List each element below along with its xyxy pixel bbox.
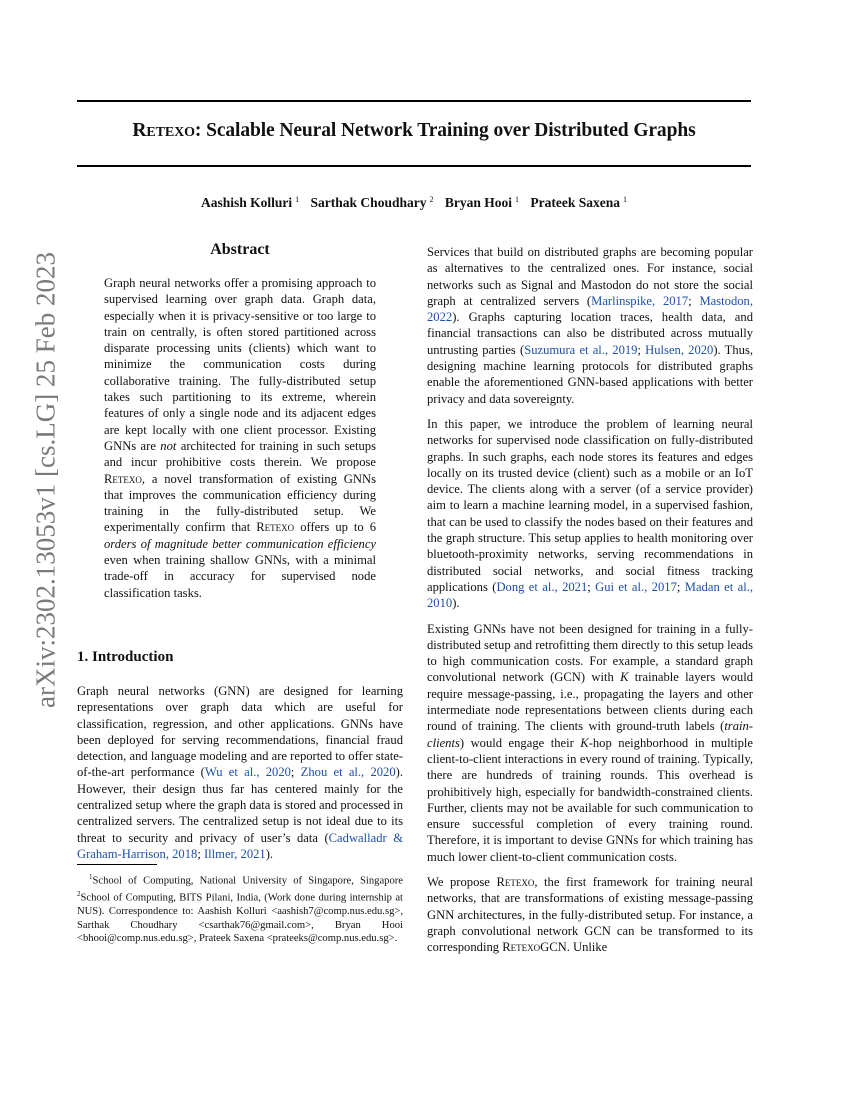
citation-link[interactable]: Zhou et al., 2020 [300, 765, 396, 780]
affiliation-footnote: $^1$School of Computing, National University of Singapore, Singapore $^2$School of Computing, BITS Pilani, India, (Work done during internship at NUS). Correspondence to: Aashish Kolluri <aashish7@comp.nus.edu.sg>, Sarthak Choudhary <csarthak76@gmail.com>, Bryan Hooi <bhooi@comp.nus.edu.sg>, Prateek Saxena <prateeks@comp.nus.edu.sg>. [77, 873, 403, 945]
author-list [77, 195, 751, 211]
citation-link[interactable]: Marlinspike, 2017 [591, 293, 689, 308]
abstract-body: Graph neural networks offer a promising approach to supervised learning over graph data. Graph data, especially when it is privacy-sensitive or too large to train on centrally, is often stored partitioned across disparate processing units (clients) which want to minimize the communication costs during collaborative training. The fully-distributed setup takes such partitioning to its extreme, wherein features of only a single node and its adjacent edges are kept locally with one client processor. Existing GNNs are not architected for training in such setups and incur prohibitive costs therein. We propose Retexo, a novel transformation of existing GNNs that improves the communication efficiency during training in the fully-distributed setup. We experimentally confirm that Retexo offers up to 6 orders of magnitude better communication efficiency even when training shallow GNNs, with a minimal trade-off in accuracy for supervised node classification tasks. [104, 276, 376, 600]
abstract-heading: Abstract [210, 241, 270, 258]
system-name: Retexo [496, 874, 535, 889]
emphasis: orders of magnitude better communication efficiency [104, 536, 376, 551]
intro-paragraph: Graph neural networks (GNN) are designed for learning representations over graph data which are useful for classification, regression, and other applications. GNNs have been deployed for serving recommendations, financial fraud detection, and language modeling and are reported to offer state-of-the-art performance (Wu et al., 2020; Zhou et al., 2020). However, their design thus far has centered mainly for the centralized setup where the graph data is stored and processed in centralized servers. The centralized setup is not ideal due to its threat to security and privacy of user’s data (Cadwalladr & Graham-Harrison, 2018; Illmer, 2021). [77, 684, 403, 861]
paper-title [77, 120, 751, 142]
author [201, 195, 299, 210]
emphasis: train-clients [427, 719, 753, 750]
citation-link[interactable]: Cadwalladr & Graham-Harrison, 2018 [77, 830, 403, 861]
citation-link[interactable]: Illmer, 2021 [203, 846, 266, 861]
citation-link[interactable]: Dong et al., 2021 [496, 579, 588, 594]
author-name: Bryan Hooi [444, 195, 512, 210]
author-name: Prateek Saxena [530, 195, 620, 210]
footnote-rule [77, 864, 157, 865]
citation-link[interactable]: Suzumura et al., 2019 [524, 342, 638, 357]
citation-link[interactable]: Wu et al., 2020 [204, 765, 291, 780]
author-name: Sarthak Choudhary [310, 195, 427, 210]
emphasis: not [160, 438, 177, 453]
body-paragraph: Existing GNNs have not been designed for training in a fully-distributed setup and retrofitting them directly to this setup leads to high communication costs. For example, a standard graph convolutional network (GCN) with K trainable layers would require message-passing, i.e., propagating the layers and other intermediate node representations between clients during each round of training. The clients with ground-truth labels (train-clients) would engage their K-hop neighborhood in multiple client-to-client interactions in every round of training. Typically, there are hundreds of training rounds. This overhead is prohibitively high, especially for bandwidth-constrained clients. Further, clients may not be available for such communication to ensure successful completion of every training round. Therefore, it is important to devise GNNs for which training has much lower client-to-client communication costs. [427, 621, 754, 864]
title-system-name: Retexo [132, 120, 195, 141]
title-bottom-rule [77, 165, 751, 167]
body-paragraph: We propose Retexo, the first framework for training neural networks, that are transformations of existing message-passing GNN architectures, in the fully-distributed setup. For instance, a graph convolutional network GCN can be transformed to its corresponding RetexoGCN. Unlike [427, 874, 754, 955]
body-paragraph: In this paper, we introduce the problem of learning neural networks for supervised node classification on fully-distributed graphs. In such graphs, each node stores its features and edges locally on its trusted device (client) such as a mobile or an IoT device. The clients along with a server (of a service provider) aim to learn a machine learning model, in a supervised fashion, that can be used to classify the nodes based on their features and the graph structure. This setup applies to health monitoring over bluetooth-proximity networks, serving recommendations in distributed social networks, and social fitness tracking applications (Dong et al., 2021; Gui et al., 2017; Madan et al., 2010). [427, 416, 753, 611]
math-variable: K [620, 670, 629, 685]
citation-link[interactable]: Madan et al., 2010 [427, 579, 753, 611]
author-affiliation: 1 [295, 195, 300, 204]
body-paragraph: Services that build on distributed graphs are becoming popular as alternatives to the centralized ones. For instance, social networks such as Signal and Mastodon do not store the social graph at centralized servers (Marlinspike, 2017; Mastodon, 2022). Graphs capturing location traces, health data, and financial transactions can also be distributed across mutually untrusting parties (Suzumura et al., 2019; Hulsen, 2020). Thus, designing machine learning protocols for distributed graphs enable the aforementioned GNN-based applications with better privacy and data sovereignty. [427, 245, 753, 406]
system-name: Retexo [104, 471, 142, 486]
author [530, 195, 627, 210]
citation-link[interactable]: Hulsen, 2020 [645, 342, 714, 357]
system-name: RetexoGCN [502, 940, 567, 955]
top-rule [77, 100, 751, 102]
arxiv-sidebar-stamp: arXiv:2302.13053v1 [cs.LG] 25 Feb 2023 [30, 252, 61, 708]
system-name: Retexo [256, 520, 295, 535]
author-affiliation: 2 [429, 195, 434, 204]
citation-link[interactable]: Gui et al., 2017 [595, 579, 677, 594]
author [445, 195, 519, 210]
math-variable: K [580, 735, 589, 750]
author [311, 195, 434, 210]
title-rest: : Scalable Neural Network Training over Distributed Graphs [194, 120, 696, 141]
author-affiliation: 1 [514, 195, 519, 204]
citation-link[interactable]: Mastodon, 2022 [427, 293, 753, 325]
right-column [427, 244, 753, 964]
section-heading-introduction: 1. Introduction [77, 649, 174, 665]
author-affiliation: 1 [622, 195, 627, 204]
author-name: Aashish Kolluri [201, 195, 293, 210]
